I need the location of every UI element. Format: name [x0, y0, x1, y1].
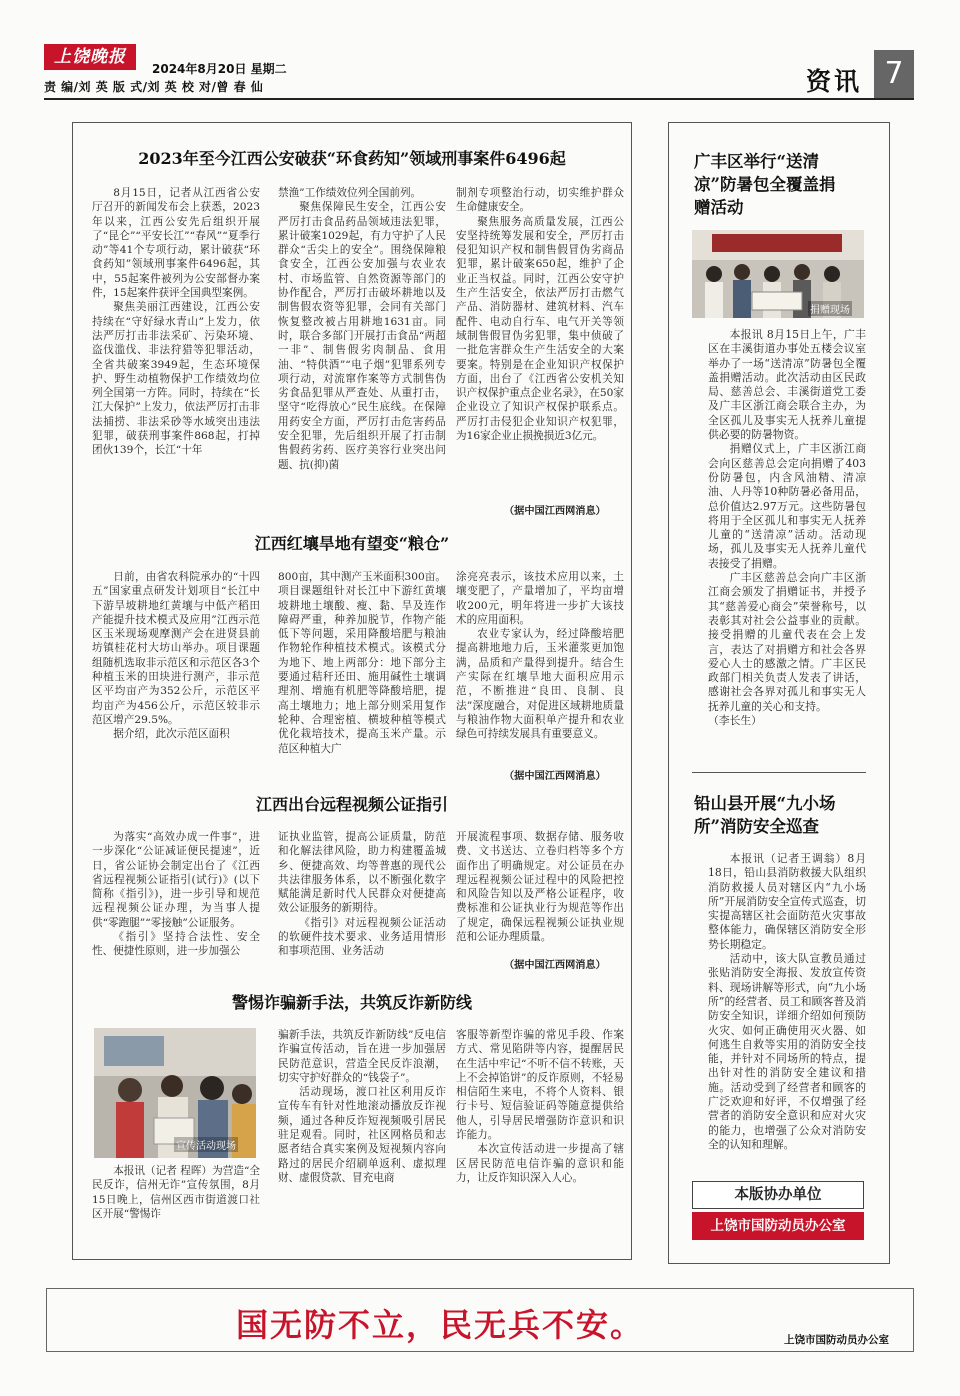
- article-column: 为落实“高效办成一件事”，进一步深化“公证减证便民提速”，近日，省公证协会制定出台了《江西省远程视频公证指引(试行)》(以下简称《指引》)，进一步引导和规范远程视频公证办理，为当事人提供“零跑腿”“零接触”公证服务。 《指引》坚持合法性、安全性、便捷性原则，进一步加强公: [92, 831, 260, 958]
- article-column: 8月15日，记者从江西省公安厅召开的新闻发布会上获悉，2023年以来，江西公安先后组织开展了“昆仑”“平安长江”“春风”“夏季行动”等41个专项行动，累计破获“环食药知”领域刑事案件6496起，其中，55起案件被列为公安部督办案件，15起案件获评全国典型案例。 聚焦美丽江西建设，江西公安持续在“守好绿水青山”上发力，依法严厉打击非法采矿、污染环境、盗伐滥伐、非法狩猎等犯罪活动，全省共破案3949起，生态环境保护、野生动植物保护工作绩效均位列全国第一方阵。同时，持续在“长江大保护”上发力，依法严厉打击非法捕捞、非法采砂等水域突出违法犯罪，破获刑事案件868起，打掉团伙139个，长江“十年: [92, 187, 260, 457]
- article-column: 本报讯（记者 程晖）为营造“全民反诈，信州无诈”宣传氛围，8月15日晚上，信州区西市街道渡口社区开展“警惕诈: [92, 1165, 260, 1220]
- article-column: 禁渔”工作绩效位列全国前列。 聚焦保障民生安全，江西公安严厉打击食品药品领域违法犯罪，累计破案1029起，有力守护了人民群众“舌尖上的安全”。围绕保障粮食安全，江西公安加强与农业农村、市场监管、自然资源等部门的协作配合，严厉打击破坏耕地以及制售假农资等犯罪，会同有关部门恢复整改被占用耕地1631亩。同时，联合多部门开展打击食品“两超一非”、制售假劣肉制品、食用油、“特供酒”“电子烟”犯罪系列专项行动，对流窜作案等方式制售伪劣食品犯罪从严查处、从重打击，坚守“吃得放心”民生底线。在保障用药安全方面，严厉打击危害药品安全犯罪，先后组织开展了打击制售假药劣药、医疗美容行业突出问题、抗(抑)菌: [278, 187, 446, 471]
- article-body: 本报讯（记者王调翁）8月18日，铅山县消防救援大队组织消防救援人员对辖区内“九小场所”开展消防安全宣传式巡查，切实提高辖区社会面防范火灾事故整体能力，确保辖区消防安全形势长期稳定。 活动中，该大队宣教员通过张贴消防安全海报、发放宣传资料、现场讲解等形式，向“九小场所”的经营者、员工和顾客普及消防安全知识，详细介绍如何预防火灾、如何正确使用灭火器、如何逃生自救等实用的消防安全技能，并针对不同场所的特点，提出针对性的消防安全建议和措施。活动受到了经营者和顾客的广泛欢迎和好评，不仅增强了经营者的消防安全意识和应对火灾的能力，也增强了公众对消防安全的认知和理解。: [708, 852, 866, 1151]
- section-name: 资讯: [806, 67, 863, 96]
- editorial-staff: 责 编/刘 英 版 式/刘 英 校 对/曾 春 仙: [44, 80, 264, 94]
- article-body: 本报讯 8月15日上午，广丰区在丰溪街道办事处五楼会议室举办了一场“送清凉”防暑包全覆盖捐赠活动。此次活动由区民政局、慈善总会、丰溪街道党工委及广丰区浙江商会联合主办，为全区孤儿及事实无人抚养儿童提供必要的防暑物资。 捐赠仪式上，广丰区浙江商会向区慈善总会定向捐赠了403份防暑包，内含风油精、清凉油、人丹等10种防暑必备用品，总价值达2.97万元。这些防暑包将用于全区孤儿和事实无人抚养儿童的“送清凉”活动。活动现场，孤儿及事实无人抚养儿童代表接受了捐赠。 广丰区慈善总会向广丰区浙江商会颁发了捐赠证书，并授予其“慈善爱心商会”荣誉称号，以表彰其对社会公益事业的贡献。接受捐赠的儿童代表在会上发言，表达了对捐赠方和社会各界爱心人士的感激之情。广丰区民政部门相关负责人发表了讲话，感谢社会各界对孤儿和事实无人抚养儿童的关心和支持。 （李长生）: [708, 328, 866, 728]
- article-column: 涂亮亮表示，该技术应用以来，土壤变肥了，产量增加了，平均亩增收200元，明年将进一步扩大该技术的应用面积。 农业专家认为，经过降酸培肥提高耕地地力后，玉米灌浆更加饱满，品质和产量得到提升。结合生产实际在红壤旱地大面积应用示范，不断推进“良田、良制、良法”深度融合，对促进区域耕地质量与粮油作物大面积单产提升和农业绿色可持续发展具有重要意义。: [456, 571, 624, 741]
- sponsor-label: 本版协办单位: [692, 1181, 864, 1209]
- article-source: （据中国江西网消息）: [504, 506, 606, 517]
- issue-date: 2024年8月20日 星期二: [152, 62, 287, 76]
- article-column: 800亩，其中测产玉米面积300亩。项目课题组针对长江中下游红黄壤坡耕地土壤酸、瘦、黏、旱及连作障碍严重，种养加脱节，作物产能低下等问题，采用降酸培肥与粮油作物轮作种植技术模式。该模式分为地下、地上两部分：地下部分主要通过秸秆还田、施用碱性土壤调理剂、增施有机肥等降酸培肥，提高土壤地力；地上部分则采用复作轮种、合理密植、横坡种植等模式优化栽培技术，提高玉米产量。示范区种植大广: [278, 571, 446, 755]
- article-divider: [692, 772, 866, 773]
- article-source: （据中国江西网消息）: [504, 771, 606, 782]
- article-column: 证执业监管，提高公证质量，防范和化解法律风险，助力构建覆盖城乡、便捷高效、均等普惠的现代公共法律服务体系，以不断强化数字赋能满足新时代人民群众对便捷高效公证服务的新期待。 《指引》对远程视频公证活动的软硬件技术要求、业务适用情形和事项范围、业务活动: [278, 831, 446, 958]
- article-column: 制剂专项整治行动，切实维护群众生命健康安全。 聚焦服务高质量发展，江西公安坚持统筹发展和安全，严厉打击侵犯知识产权和制售假冒伪劣商品犯罪，累计破案650起，维护了企业正当权益。同时，江西公安守护生产生活安全，依法严厉打击燃气产品、消防器材、建筑材料、汽车配件、电动自行车、电气开关等领域制售假冒伪劣犯罪，集中侦破了一批危害群众生产生活安全的大案要案。特别是在企业知识产权保护方面，出台了《江西省公安机关知识产权保护重点企业名录》，在50家企业设立了知识产权保护联系点。严厉打击侵犯企业知识产权犯罪，为16家企业止损挽损近3亿元。: [456, 187, 624, 443]
- page-number: 7: [874, 50, 914, 98]
- footer-organization: 上饶市国防动员办公室: [784, 1334, 889, 1346]
- article-source: （据中国江西网消息）: [504, 960, 606, 971]
- article-title: 2023年至今江西公安破获“环食药知”领域刑事案件6496起: [138, 149, 566, 168]
- article-title: 广丰区举行“送清凉”防暑包全覆盖捐赠活动: [694, 152, 836, 217]
- article-author: （李长生）: [708, 714, 762, 728]
- article-title: 江西红壤旱地有望变“粮仓”: [254, 534, 450, 553]
- article-column: 开展流程事项、数据存储、服务收费、文书送达、立卷归档等多个方面作出了明确规定。对公证员在办理远程视频公证过程中的风险把控和风险告知以及严格公证程序，收费标准和公证执业行为规范等作出了规定，确保远程视频公证执业规范和公证办理质量。: [456, 831, 624, 944]
- defense-slogan: 国无防不立，民无兵不安。: [236, 1306, 645, 1344]
- article-column: 骗新手法，共筑反诈新防线”反电信诈骗宣传活动，旨在进一步加强居民防范意识，营造全民反诈浪潮，切实守护好群众的“钱袋子”。 活动现场，渡口社区利用反诈宣传车有针对性地滚动播放反诈视频，通过各种反诈短视频吸引居民驻足观看。同时，社区网格员和志愿者结合真实案例及短视频内容向路过的居民介绍刷单返利、虚拟理财、虚假贷款、冒充电商: [278, 1029, 446, 1184]
- article-title: 警惕诈骗新手法，共筑反诈新防线: [231, 993, 472, 1012]
- header-rule: [44, 98, 914, 100]
- photo-caption: 宣传活动现场: [174, 1137, 238, 1152]
- article-title: 江西出台远程视频公证指引: [255, 795, 448, 814]
- article-title: 铅山县开展“九小场所”消防安全巡查: [694, 794, 836, 836]
- photo-caption: 捐赠现场: [808, 301, 852, 316]
- sponsor-organization: 上饶市国防动员办公室: [692, 1212, 864, 1240]
- article-column: 日前，由省农科院承办的“十四五”国家重点研发计划项目“长江中下游旱坡耕地红黄壤与中低产稻田产能提升技术模式及应用”江西示范区玉米现场观摩测产会在进贤县前坊镇桂花村大坊山举办。项目课题组随机选取非示范区和示范区各3个种植玉米的田块进行测产，非示范区平均亩产为352公斤，示范区平均亩产为456公斤，示范区较非示范区增产29.5%。 据介绍，此次示范区面积: [92, 571, 260, 741]
- article-column: 客服等新型诈骗的常见手段、作案方式、常见陷阱等内容，提醒居民在生活中牢记“不听不信不转账，天上不会掉馅饼”的反诈原则，不轻易相信陌生来电，不将个人资料、银行卡号、短信验证码等随意提供给他人，引导居民增强防诈意识和识诈能力。 本次宣传活动进一步提高了辖区居民防范电信诈骗的意识和能力，让反诈知识深入人心。: [456, 1029, 624, 1184]
- newspaper-logo: 上饶晚报: [44, 44, 136, 70]
